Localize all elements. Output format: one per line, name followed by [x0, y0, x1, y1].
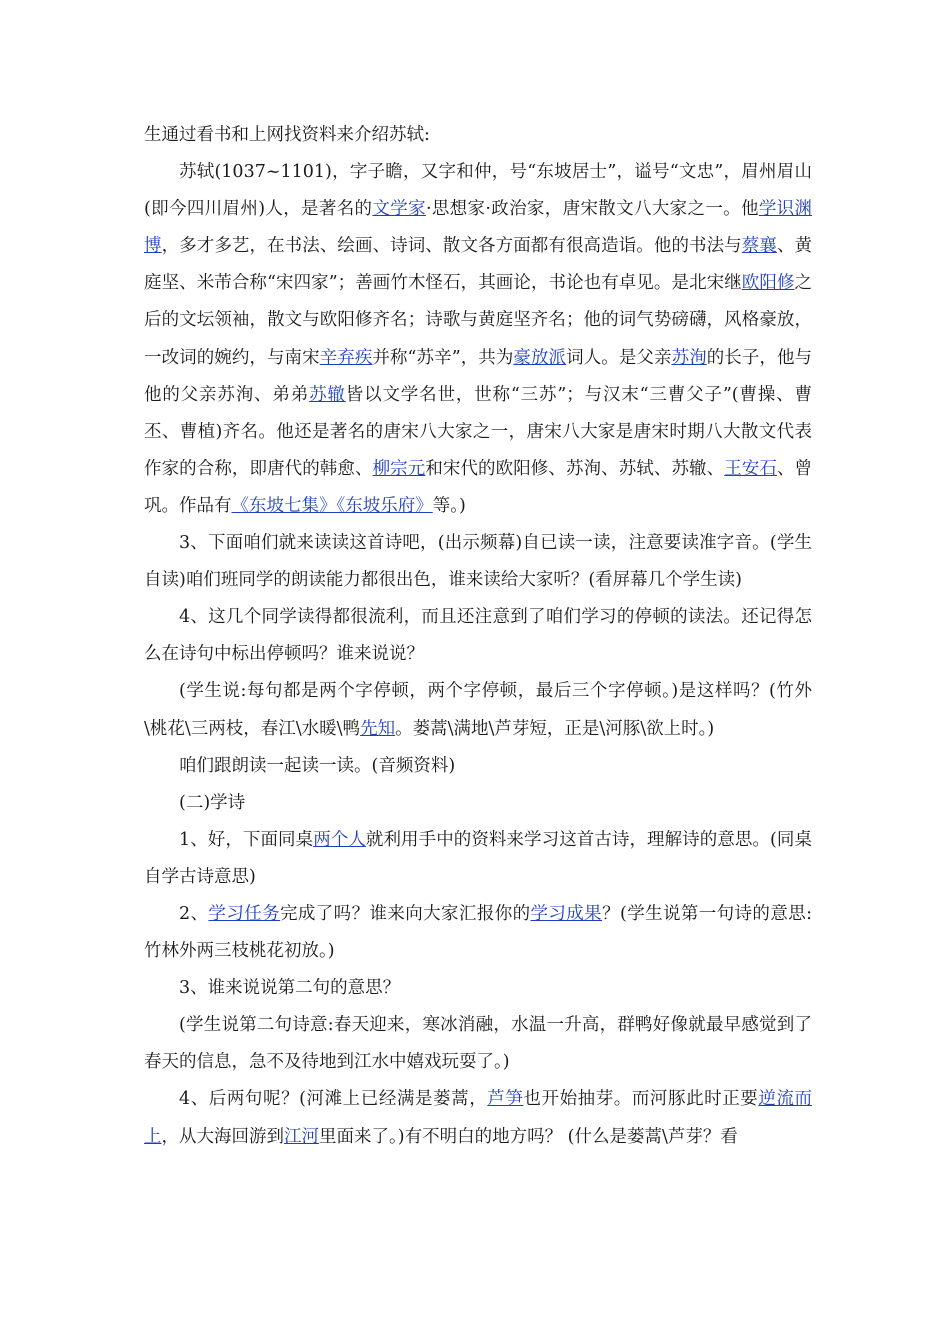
text-run: 咱们跟朗读一起读一读。(音频资料) [179, 755, 456, 776]
text-run: (学生说:每句都是两个字停顿，两个字停顿，最后三个字停顿。)是这样吗？(竹外\桃花\三两枝，春江\水暖\鸭 [144, 681, 812, 739]
text-run: 4、后两句呢？(河滩上已经满是蒌蒿， [179, 1089, 488, 1110]
text-run: 生通过看书和上网找资料来介绍苏轼: [144, 125, 430, 145]
text-run: 苏轼(1037~1101)，字子瞻，又字和仲，号“东坡居士”，谥号“文忠”，眉州眉山(即今四川眉州)人，是著名的 [144, 162, 812, 220]
text-run: 完成了吗？谁来向大家汇报你的 [280, 903, 531, 924]
hyperlink[interactable]: 苏辙 [309, 384, 346, 405]
hyperlink[interactable]: 欧阳修 [741, 273, 795, 294]
paragraph [144, 1081, 812, 1155]
hyperlink[interactable]: 苏洵 [671, 347, 707, 368]
hyperlink[interactable]: 辛弃疾 [319, 347, 373, 368]
text-run: 并称“苏辛”，共为 [372, 347, 514, 368]
text-run: 就利用手中的资料来学习这首古诗，理解诗的意思。(同桌自学古诗意思) [144, 829, 813, 887]
hyperlink[interactable]: 王安石 [724, 458, 777, 479]
hyperlink[interactable]: 先知 [360, 718, 396, 739]
text-run: 和宋代的欧阳修、苏洵、苏轼、苏辙、 [425, 458, 725, 479]
paragraph [144, 525, 812, 599]
hyperlink[interactable]: 江河 [284, 1126, 319, 1147]
text-run: 1、好，下面同桌 [179, 829, 314, 850]
hyperlink[interactable]: 《东坡七集》《东坡乐府》 [231, 495, 433, 516]
paragraph [144, 673, 812, 747]
text-run: 2、 [179, 903, 209, 924]
text-run: 的长子，他与他的父亲苏洵、弟弟 [144, 347, 813, 405]
hyperlink[interactable]: 芦笋 [487, 1089, 524, 1110]
hyperlink[interactable]: 豪放派 [513, 347, 567, 368]
hyperlink[interactable]: 学习成果 [530, 903, 603, 924]
hyperlink[interactable]: 学习任务 [208, 903, 280, 924]
text-run: 3、下面咱们就来读读这首诗吧，(出示频幕)自已读一读，注意要读准字音。(学生自读)咱们班同学的朗读能力都很出色，谁来读给大家听？(看屏幕几个学生读) [144, 533, 812, 591]
text-run: ·思想家·政治家，唐宋散文八大家之一。他 [425, 199, 759, 220]
paragraph [144, 599, 812, 673]
paragraph [144, 785, 812, 822]
text-run: 等。) [432, 495, 466, 516]
hyperlink[interactable]: 文学家 [372, 199, 426, 220]
text-run: ，多才多艺，在书法、绘画、诗词、散文各方面都有很高造诣。他的书法与 [161, 236, 742, 257]
paragraph [144, 1007, 812, 1081]
paragraph [144, 822, 812, 896]
text-run: 、黄庭坚、米芾合称“宋四家”；善画竹木怪石，其画论，书论也有卓见。是北宋继 [144, 236, 813, 294]
paragraph [144, 154, 812, 525]
paragraph [144, 896, 812, 970]
hyperlink[interactable]: 两个人 [313, 829, 366, 850]
document-body [144, 117, 812, 1156]
text-run: 里面来了。)有不明白的地方吗？ (什么是蒌蒿\芦芽？看 [319, 1126, 738, 1147]
hyperlink[interactable]: 学识渊博 [144, 199, 813, 257]
text-run: 词人。是父亲 [566, 347, 672, 368]
text-run: 也开始抽芽。而河豚此时正要 [523, 1089, 759, 1110]
text-run: 4、这几个同学读得都很流利，而且还注意到了咱们学习的停顿的读法。还记得怎么在诗句中标出停顿吗？谁来说说？ [144, 607, 812, 665]
text-run: 3、谁来说说第二句的意思？ [179, 978, 401, 999]
text-run: 。蒌蒿\满地\芦芽短，正是\河豚\欲上时。) [395, 718, 715, 739]
text-run: (学生说第二句诗意:春天迎来，寒冰消融，水温一升高，群鸭好像就最早感觉到了春天的信息，急不及待地到江水中嬉戏玩耍了。) [144, 1015, 812, 1073]
paragraph [144, 748, 812, 785]
hyperlink[interactable]: 柳宗元 [372, 458, 426, 479]
text-run: 之后的文坛领袖，散文与欧阳修齐名；诗歌与黄庭坚齐名；他的词气势磅礴，风格豪放，一改词的婉约，与南宋 [144, 273, 813, 368]
paragraph [144, 117, 812, 154]
text-run: (二)学诗 [179, 792, 246, 813]
paragraph [144, 970, 812, 1007]
text-run: ，从大海回游到 [161, 1126, 284, 1147]
hyperlink[interactable]: 蔡襄 [741, 236, 777, 257]
hyperlink[interactable]: 逆流而上 [144, 1089, 813, 1147]
text-run: 皆以文学名世，世称“三苏”；与汉末“三曹父子”(曹操、曹丕、曹植)齐名。他还是著名的唐宋八大家之一，唐宋八大家是唐宋时期八大散文代表作家的合称，即唐代的韩愈、 [144, 384, 812, 479]
text-run: 、曾巩。作品有 [144, 458, 813, 516]
text-run: ？(学生说第一句诗的意思:竹林外两三枝桃花初放。) [144, 903, 813, 962]
